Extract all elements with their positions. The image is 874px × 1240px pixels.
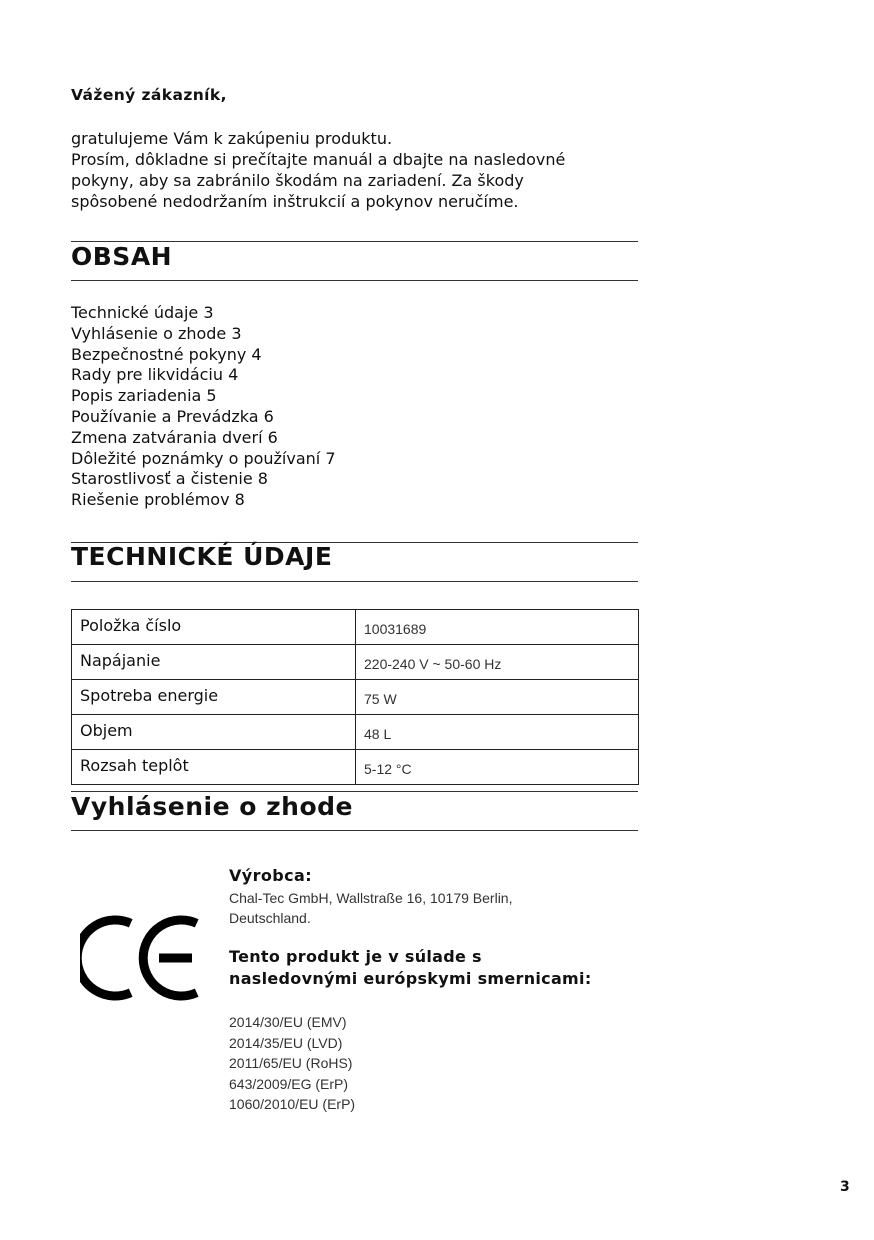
ce-mark-icon: [80, 910, 210, 1010]
spec-value: 5-12 °C: [356, 750, 639, 785]
toc-item: Používanie a Prevádzka 6: [71, 406, 274, 426]
spec-value: 220-240 V ~ 50-60 Hz: [356, 645, 639, 680]
toc-item: Riešenie problémov 8: [71, 490, 245, 510]
manufacturer-line: Chal-Tec GmbH, Wallstraße 16, 10179 Berlin,: [229, 890, 513, 906]
toc-item: Rady pre likvidáciu 4: [71, 365, 239, 385]
table-of-contents: [71, 303, 336, 511]
greeting: Vážený zákazník,: [71, 86, 227, 104]
spec-label: Spotreba energie: [72, 680, 356, 715]
spec-value: 10031689: [356, 610, 639, 645]
conformity-heading: Vyhlásenie o zhode: [71, 792, 353, 821]
specs-heading: TECHNICKÉ ÚDAJE: [71, 542, 333, 571]
table-row: [72, 610, 639, 645]
toc-item: Dôležité poznámky o používaní 7: [71, 448, 336, 468]
spec-label: Napájanie: [72, 645, 356, 680]
statement-line: Tento produkt je v súlade s: [229, 947, 482, 966]
table-row: [72, 645, 639, 680]
ce-mark-graphic: [80, 910, 210, 1006]
toc-item: Technické údaje 3: [71, 303, 214, 322]
spec-label: Rozsah teplôt: [72, 750, 356, 785]
spec-value: 48 L: [356, 715, 639, 750]
directive-item: 2014/35/EU (LVD): [229, 1034, 343, 1051]
toc-item: Bezpečnostné pokyny 4: [71, 344, 262, 364]
manufacturer-label: Výrobca:: [229, 866, 313, 885]
conformity-statement: [229, 946, 592, 990]
directive-item: 643/2009/EG (ErP): [229, 1075, 349, 1092]
section-rule-bottom: [71, 581, 638, 582]
specs-table: [71, 609, 639, 785]
directive-item: 1060/2010/EU (ErP): [229, 1096, 356, 1112]
spec-value: 75 W: [356, 680, 639, 715]
directive-list: [229, 1012, 355, 1115]
manufacturer-address: [229, 888, 559, 928]
intro-line: spôsobené nedodržaním inštrukcií a pokynov neručíme.: [71, 192, 519, 211]
directive-item: 2011/65/EU (RoHS): [229, 1055, 353, 1071]
table-row: [72, 680, 639, 715]
spec-label: Položka číslo: [72, 610, 356, 645]
spec-label: Objem: [72, 715, 356, 750]
table-row: [72, 750, 639, 785]
toc-heading: OBSAH: [71, 242, 173, 271]
toc-item: Starostlivosť a čistenie 8: [71, 469, 268, 489]
intro-line: Prosím, dôkladne si prečítajte manuál a dbajte na nasledovné: [71, 150, 566, 169]
directive-item: 2014/30/EU (EMV): [229, 1014, 347, 1030]
toc-item: Vyhlásenie o zhode 3: [71, 323, 242, 343]
intro-line: pokyny, aby sa zabránilo škodám na zariadení. Za škody: [71, 171, 524, 190]
intro-line: gratulujeme Vám k zakúpeniu produktu.: [71, 129, 393, 148]
intro-paragraph: [71, 128, 651, 212]
manufacturer-line: Deutschland.: [229, 910, 311, 926]
section-rule-bottom: [71, 830, 638, 831]
toc-item: Zmena zatvárania dverí 6: [71, 427, 278, 447]
statement-line: nasledovnými európskymi smernicami:: [229, 969, 592, 988]
table-row: [72, 715, 639, 750]
section-rule-bottom: [71, 280, 638, 281]
page-number: 3: [840, 1179, 850, 1195]
toc-item: Popis zariadenia 5: [71, 386, 217, 406]
